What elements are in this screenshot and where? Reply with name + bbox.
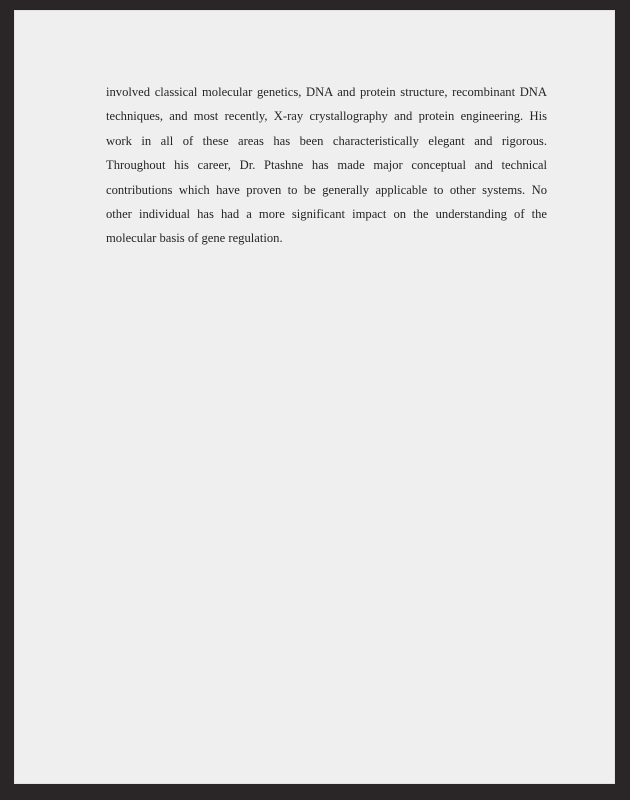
- body-paragraph: [106, 80, 547, 251]
- paragraph-line: work in all of these areas has been characteristically elegant and rigorous.: [106, 133, 547, 148]
- paragraph-line: molecular basis of gene regulation.: [106, 231, 283, 246]
- paragraph-line: Throughout his career, Dr. Ptashne has made major conceptual and technical: [106, 158, 547, 173]
- paragraph-line: other individual has had a more significant impact on the understanding of the: [106, 207, 547, 222]
- paragraph-line: involved classical molecular genetics, DNA and protein structure, recombinant DNA: [106, 85, 547, 99]
- paragraph-line: techniques, and most recently, X-ray crystallography and protein engineering. His: [106, 109, 547, 124]
- paper-sheet: [14, 10, 615, 784]
- paragraph-line: contributions which have proven to be generally applicable to other systems. No: [106, 182, 547, 197]
